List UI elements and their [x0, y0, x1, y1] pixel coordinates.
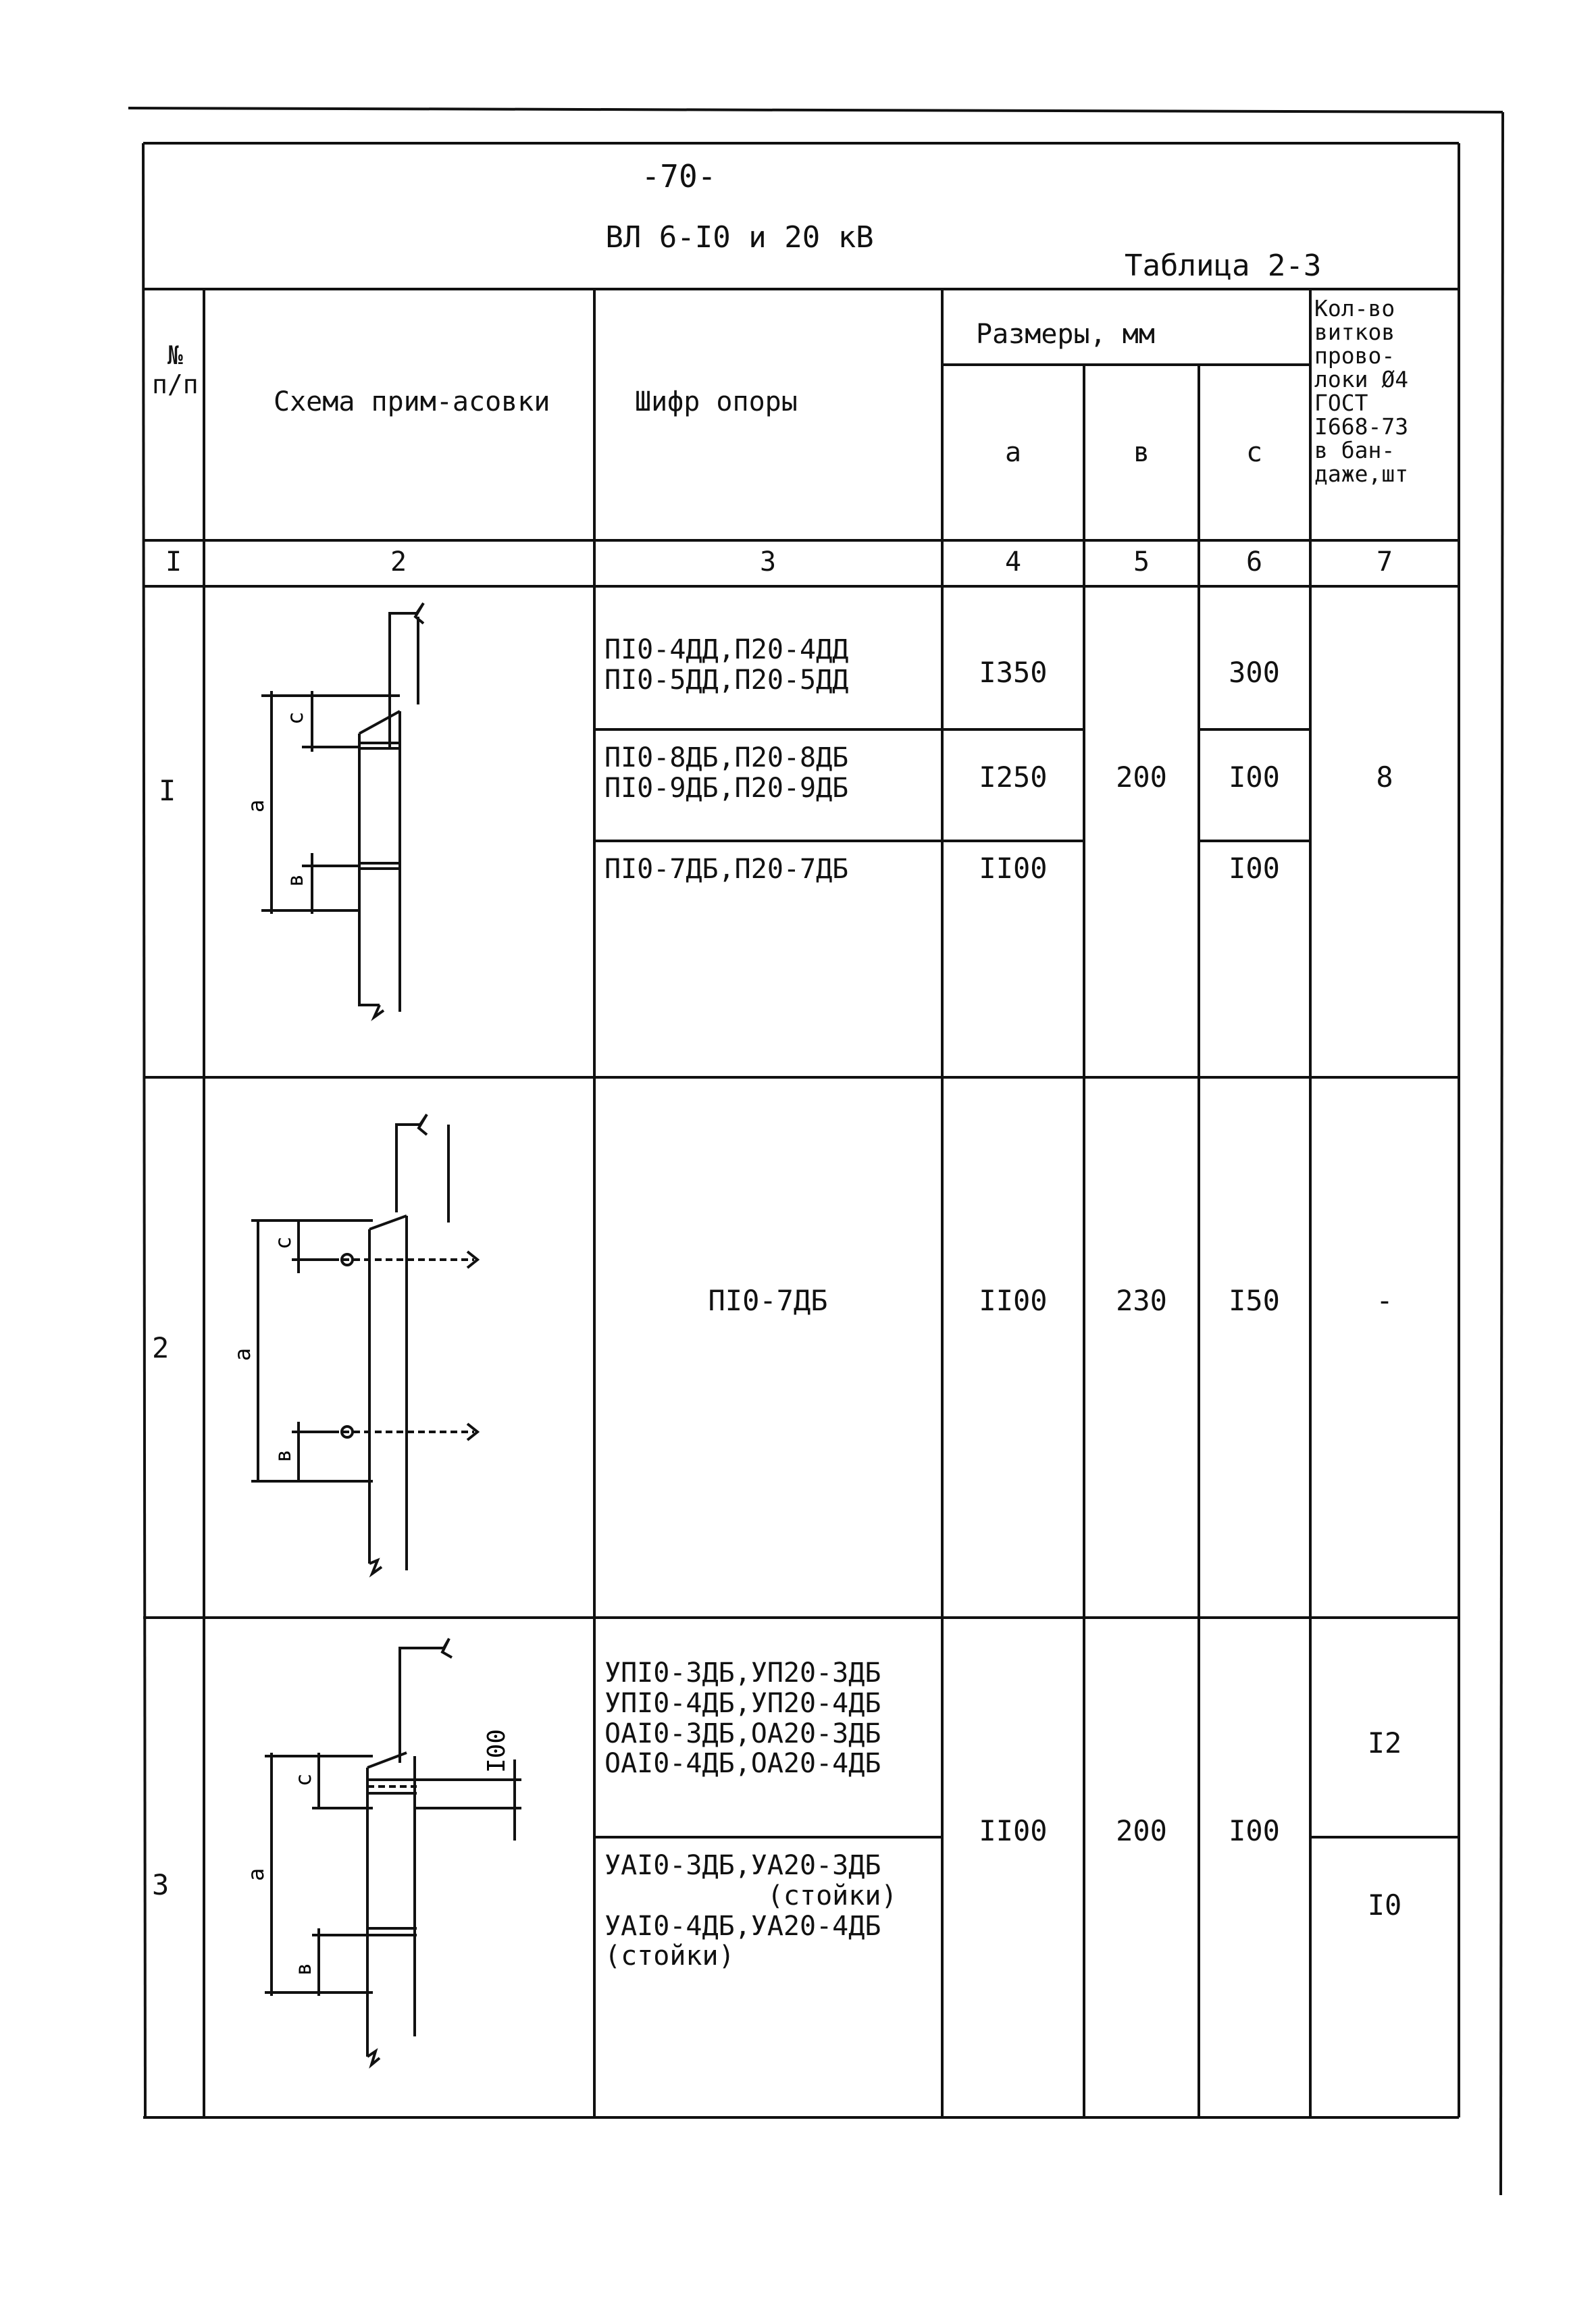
col-number-4: 4	[1004, 546, 1022, 577]
row-2-c: I50	[1229, 1284, 1280, 1317]
scheme-2-label-c: с	[270, 1236, 296, 1250]
header-size-b: в	[1133, 437, 1150, 468]
row-3-turns-1: I2	[1367, 1726, 1402, 1759]
header-size-a: а	[1004, 437, 1022, 468]
scheme-2-label-a: а	[230, 1347, 255, 1361]
table-label: Таблица 2-3	[1125, 249, 1322, 283]
col-number-2: 2	[390, 546, 407, 577]
row-1-c-2: I00	[1229, 761, 1280, 794]
row-2-a: II00	[979, 1284, 1048, 1317]
col-number-3: 3	[759, 546, 777, 577]
row-2-b: 230	[1116, 1284, 1167, 1317]
row-1-c-3: I00	[1229, 852, 1280, 885]
row-3-c: I00	[1229, 1814, 1280, 1847]
col-number-5: 5	[1133, 546, 1150, 577]
scheme-3-label-a: а	[243, 1868, 269, 1881]
scheme-1-label-c: с	[282, 711, 308, 725]
page-number: -70-	[641, 158, 717, 195]
scheme-1-label-b: в	[282, 873, 308, 887]
header-row-number: № п/п	[152, 340, 199, 399]
row-2-turns: -	[1376, 1284, 1393, 1317]
row-1-code-group-3: ПI0-7ДБ,П20-7ДБ	[604, 854, 849, 885]
scheme-3-label-c: с	[290, 1773, 316, 1786]
scheme-drawing-1	[204, 586, 594, 1077]
row-1-code-group-2: ПI0-8ДБ,П20-8ДБ ПI0-9ДБ,П20-9ДБ	[604, 742, 849, 804]
row-1-code-group-1: ПI0-4ДД,П20-4ДД ПI0-5ДД,П20-5ДД	[604, 634, 849, 696]
scheme-drawing-3	[204, 1618, 594, 2117]
document-subtitle: ВЛ 6-I0 и 20 кВ	[605, 220, 874, 255]
row-3-b: 200	[1116, 1814, 1167, 1847]
row-2-code: ПI0-7ДБ	[708, 1284, 828, 1317]
row-1-a-3: II00	[979, 852, 1048, 885]
row-1-b: 200	[1116, 761, 1167, 794]
row-1-turns: 8	[1376, 761, 1393, 794]
row-3-code-group-1: УПI0-3ДБ,УП20-3ДБ УПI0-4ДБ,УП20-4ДБ ОАI0-3ДБ,ОА20-3ДБ ОАI0-4ДБ,ОА20-4ДБ	[604, 1657, 881, 1780]
row-1-a-2: I250	[979, 761, 1048, 794]
header-support-code: Шифр опоры	[635, 386, 798, 417]
row-3-turns-2: I0	[1367, 1888, 1402, 1922]
col-number-7: 7	[1376, 546, 1393, 577]
row-3-a: II00	[979, 1814, 1048, 1847]
row-2-number: 2	[152, 1331, 170, 1364]
row-3-number: 3	[152, 1868, 170, 1901]
row-1-number: I	[159, 774, 176, 807]
scheme-drawing-2	[204, 1077, 594, 1618]
col-number-6: 6	[1245, 546, 1263, 577]
header-scheme: Схема прим-асовки	[274, 386, 550, 417]
scheme-3-dimension-100: I00	[483, 1728, 511, 1773]
scheme-1-label-a: а	[243, 799, 269, 813]
header-size-c: с	[1245, 437, 1263, 468]
row-3-code-group-2: УАI0-3ДБ,УА20-3ДБ (стойки) УАI0-4ДБ,УА20-4ДБ (стойки)	[604, 1850, 898, 1972]
row-1-a-1: I350	[979, 656, 1048, 689]
header-sizes: Размеры, мм	[976, 319, 1155, 350]
scheme-3-label-b: в	[290, 1962, 316, 1976]
scheme-2-label-b: в	[270, 1449, 296, 1462]
col-number-1: I	[165, 546, 182, 577]
header-wire-turns: Кол-во витков прово- локи Ø4 ГОСТ I668-73 в бан- даже,шт	[1314, 295, 1409, 487]
row-1-c-1: 300	[1229, 656, 1280, 689]
